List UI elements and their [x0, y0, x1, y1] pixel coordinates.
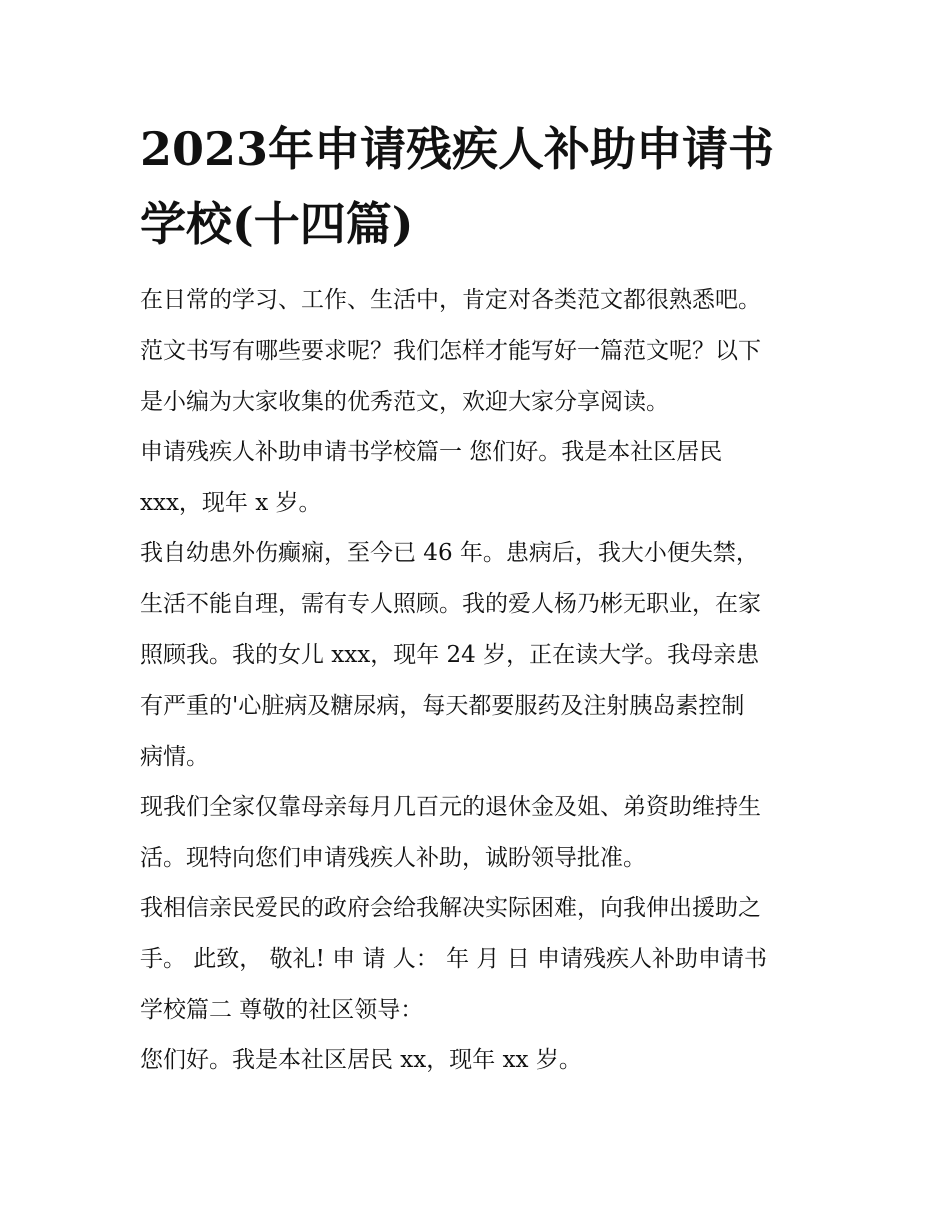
text-line: 我自幼患外伤癫痫，至今已 46 年。患病后，我大小便失禁，: [140, 540, 759, 566]
text-line: 您们好。我是本社区居民 xx，现年 xx 岁。: [140, 1047, 582, 1073]
text-line: 有严重的'心脏病及糖尿病，每天都要服药及注射胰岛素控制: [140, 693, 745, 719]
text-line: 病情。: [140, 744, 209, 770]
essay-two-greeting-paragraph: [140, 1041, 830, 1079]
intro-paragraph: [140, 281, 830, 421]
text-line: 手。 此致， 敬礼! 申 请 人： 年 月 日 申请残疾人补助申请书: [140, 946, 768, 972]
title-line-2: 学校(十四篇): [140, 197, 414, 251]
document-title: [140, 112, 820, 262]
text-line: 范文书写有哪些要求呢？我们怎样才能写好一篇范文呢？以下: [140, 338, 761, 364]
document-body: [140, 281, 830, 1091]
text-line: 是小编为大家收集的优秀范文，欢迎大家分享阅读。: [140, 389, 669, 415]
closing-paragraph: [140, 889, 830, 1029]
essay-one-greeting-paragraph: [140, 433, 830, 522]
family-situation-paragraph: [140, 534, 830, 776]
text-line: 现我们全家仅靠母亲每月几百元的退休金及姐、弟资助维持生: [140, 794, 761, 820]
request-paragraph: [140, 788, 830, 877]
text-line: 我相信亲民爱民的政府会给我解决实际困难，向我伸出援助之: [140, 895, 761, 921]
text-line: 在日常的学习、工作、生活中，肯定对各类范文都很熟悉吧。: [140, 287, 761, 313]
text-line: 生活不能自理，需有专人照顾。我的爱人杨乃彬无职业，在家: [140, 591, 761, 617]
text-line: 照顾我。我的女儿 xxx，现年 24 岁，正在读大学。我母亲患: [140, 642, 760, 668]
title-line-1: 2023年申请残疾人补助申请书: [140, 122, 775, 176]
text-line: xxx，现年 x 岁。: [140, 490, 322, 516]
text-line: 学校篇二 尊敬的社区领导：: [140, 997, 424, 1023]
text-line: 申请残疾人补助申请书学校篇一 您们好。我是本社区居民: [140, 439, 723, 465]
text-line: 活。现特向您们申请残疾人补助，诚盼领导批准。: [140, 845, 646, 871]
